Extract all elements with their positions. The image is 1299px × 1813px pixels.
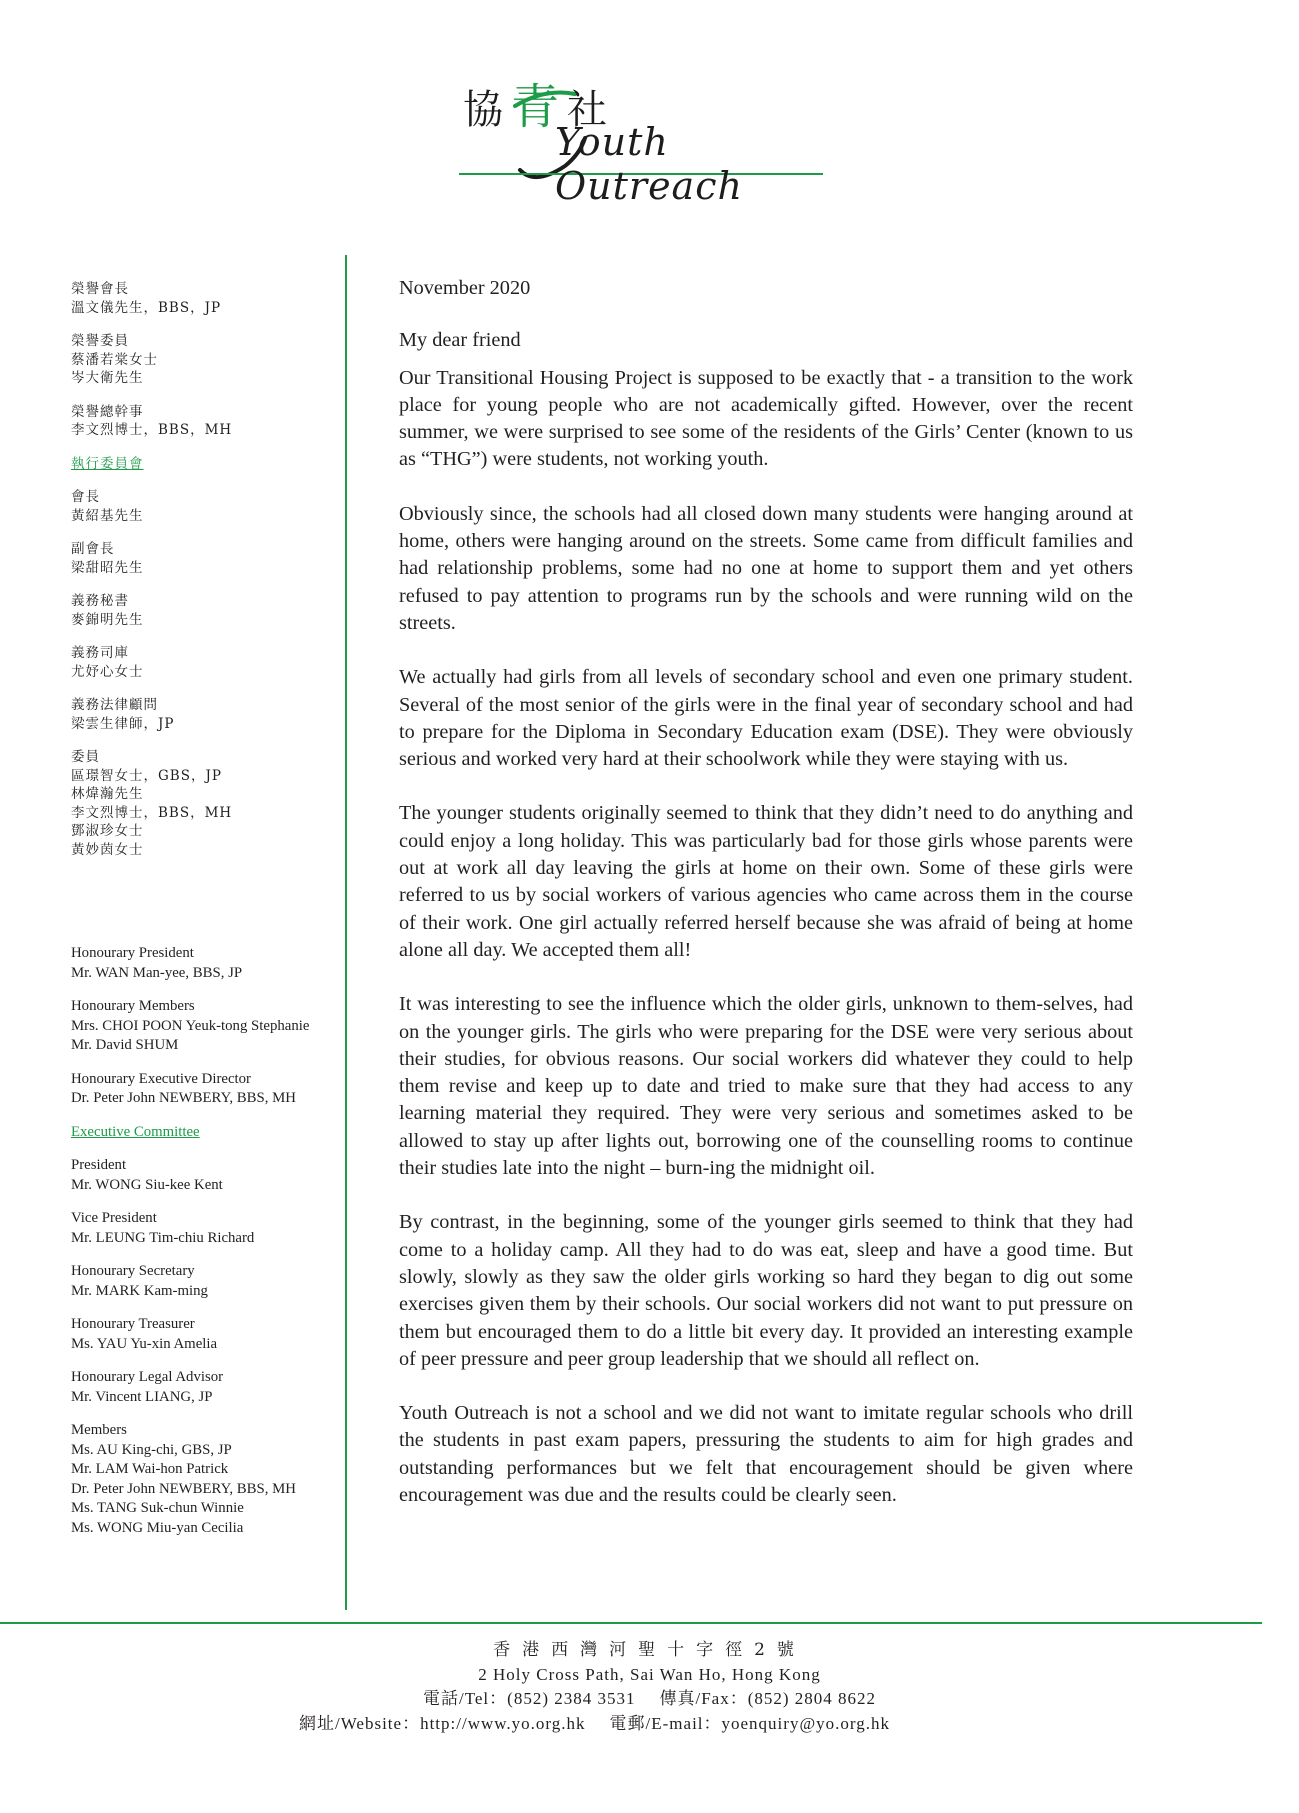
footer-email[interactable]: 電郵/E-mail：yoenquiry@yo.org.hk [609, 1713, 890, 1733]
en-group [71, 1156, 351, 1195]
cn-group [71, 696, 341, 733]
cn-role-title: 榮譽總幹事 [71, 403, 144, 420]
en-member-name: Mr. David SHUM [71, 1037, 179, 1053]
cn-member-name: 尤妤心女士 [71, 663, 144, 680]
en-member-name: Mr. WONG Siu-kee Kent [71, 1176, 223, 1193]
cn-member-name: 黃紹基先生 [71, 507, 144, 524]
cn-member-name: 李文烈博士，BBS，MH [71, 422, 233, 438]
en-role-title: Honourary Treasurer [71, 1316, 195, 1332]
cn-role-title: 榮譽會長 [71, 281, 129, 297]
footer-web-line [0, 1712, 1299, 1737]
en-section-heading: Executive Committee [71, 1123, 200, 1140]
en-member-name: Mr. LEUNG Tim-chiu Richard [71, 1229, 255, 1246]
en-role-title: Honourary Members [71, 998, 195, 1014]
cn-role-title: 會長 [71, 489, 100, 505]
cn-group [71, 540, 341, 577]
cn-member-name: 區璟智女士，GBS，JP [71, 767, 222, 784]
organization-logo [455, 58, 855, 208]
cn-member-name: 林煒瀚先生 [71, 786, 144, 802]
logo-char-1: 協 [463, 87, 511, 133]
en-group [71, 1262, 351, 1301]
en-group [71, 1070, 351, 1109]
en-role-title: Honourary Secretary [71, 1263, 195, 1279]
en-role-title: Members [71, 1422, 127, 1438]
letter-paragraph: We actually had girls from all levels of secondary school and even one primary student. Several of the most senior of the girls were in the final year of secondary school and had to prepare for the Diploma in Secondary Education exam (DSE). They were obviously serious and worked very hard at their schoolwork while they were staying with us. [399, 666, 1133, 771]
en-member-name: Mr. LAM Wai-hon Patrick [71, 1461, 229, 1477]
en-member-name: Dr. Peter John NEWBERY, BBS, MH [71, 1480, 296, 1497]
cn-member-name: 麥錦明先生 [71, 611, 144, 628]
footer-phone-line [0, 1687, 1299, 1712]
letter-body [399, 275, 1133, 1536]
cn-member-name: 李文烈博士，BBS，MH [71, 804, 233, 821]
footer-divider [0, 1622, 1262, 1624]
cn-group [71, 280, 341, 317]
cn-member-name: 溫文儀先生，BBS，JP [71, 299, 222, 316]
en-role-title: Vice President [71, 1210, 157, 1226]
letter-salutation: My dear friend [399, 329, 521, 352]
en-group [71, 1209, 351, 1248]
en-member-name: Ms. AU King-chi, GBS, JP [71, 1441, 232, 1458]
en-member-name: Mrs. CHOI POON Yeuk-tong Stephanie [71, 1017, 310, 1034]
en-group [71, 944, 351, 983]
cn-member-name: 岑大衛先生 [71, 370, 144, 386]
en-role-title: Honourary President [71, 945, 194, 961]
en-member-name: Ms. WONG Miu-yan Cecilia [71, 1519, 244, 1536]
vertical-divider [345, 255, 347, 1610]
en-role-title: Honourary Executive Director [71, 1070, 251, 1087]
cn-role-title: 副會長 [71, 541, 115, 557]
footer-fax: 傳真/Fax：(852) 2804 8622 [659, 1689, 877, 1708]
en-group [71, 1123, 351, 1143]
cn-role-title: 義務法律顧問 [71, 697, 158, 713]
sidebar-english-committee [71, 944, 351, 1552]
logo-char-3: 社 [567, 87, 616, 133]
cn-role-title: 委員 [71, 749, 100, 765]
cn-group [71, 455, 341, 474]
cn-group [71, 403, 341, 440]
cn-group [71, 488, 341, 525]
footer [0, 1638, 1299, 1736]
en-group [71, 997, 351, 1056]
footer-tel: 電話/Tel：(852) 2384 3531 [422, 1689, 636, 1708]
logo-english-name: Youth Outreach [555, 120, 743, 208]
cn-member-name: 鄧淑珍女士 [71, 823, 144, 839]
en-member-name: Ms. TANG Suk-chun Winnie [71, 1500, 244, 1516]
en-member-name: Mr. WAN Man-yee, BBS, JP [71, 964, 243, 981]
en-member-name: Mr. MARK Kam-ming [71, 1282, 208, 1299]
en-role-title: Honourary Legal Advisor [71, 1369, 224, 1385]
en-group [71, 1368, 351, 1407]
letter-paragraph: Obviously since, the schools had all closed down many students were hanging around at home, others were hanging around on the streets. Some came from difficult families and had relationship problems, some had no one at home to support them and yet others refused to pay attention to programs run by the schools and were running wild on the streets. [399, 502, 1133, 634]
sidebar-chinese-committee [71, 280, 341, 874]
cn-member-name: 梁雲生律師，JP [71, 715, 175, 732]
cn-role-title: 義務司庫 [71, 645, 129, 661]
footer-address-english: 2 Holy Cross Path, Sai Wan Ho, Hong Kong [478, 1664, 821, 1684]
letter-paragraph: The younger students originally seemed to think that they didn’t need to do anything and could enjoy a long holiday. This was particularly bad for those girls whose parents were out at work all day leaving the girls at home on their own. Some of these girls were referred to us by social workers of various agencies who came across them in the course of their work. One girl actually referred herself because she was afraid of being at home alone all day. We accepted them all! [399, 802, 1133, 961]
cn-group [71, 332, 341, 388]
cn-role-title: 義務秘書 [71, 593, 129, 609]
cn-group [71, 592, 341, 629]
cn-role-title: 榮譽委員 [71, 333, 129, 349]
cn-member-name: 蔡潘若棠女士 [71, 351, 158, 368]
en-role-title: President [71, 1157, 127, 1173]
letter-paragraph: By contrast, in the beginning, some of the younger girls seemed to think that they had come to a holiday camp. All they had to do was eat, sleep and have a good time. But slowly, slowly as they saw the older girls working so hard they began to dig out some exercises given them by their schools. Our social workers did not want to put pressure on them but encouraged them to do a little bit every day. It provided an interesting example of peer pressure and peer group leadership that we should all reflect on. [399, 1211, 1133, 1370]
en-member-name: Mr. Vincent LIANG, JP [71, 1388, 213, 1405]
letter-paragraph: It was interesting to see the influence which the older girls, unknown to them-selves, had on the younger girls. The girls who were preparing for the DSE were very serious about their studies, for obvious reasons. Our social workers did whatever they could to help them revise and keep up to date and tried to make sure that they had access to any learning material they required. They were very serious and sometimes asked to be allowed to stay up after lights out, borrowing one of the counselling rooms to continue their studies late into the night – burn-ing the midnight oil. [399, 993, 1133, 1180]
cn-group [71, 748, 341, 859]
logo-char-2: 青 [511, 79, 568, 135]
en-group [71, 1315, 351, 1354]
cn-member-name: 黃妙茵女士 [71, 841, 144, 858]
en-member-name: Dr. Peter John NEWBERY, BBS, MH [71, 1090, 296, 1106]
en-member-name: Ms. YAU Yu-xin Amelia [71, 1335, 218, 1352]
footer-website[interactable]: 網址/Website：http://www.yo.org.hk [299, 1713, 586, 1733]
en-group [71, 1421, 351, 1538]
letter-paragraph: Our Transitional Housing Project is supposed to be exactly that - a transition to the work place for young people who are not academically gifted. However, over the recent summer, we were surprised to see some of the residents of the Girls’ Center (known to us as “THG”) were students, not working youth. [399, 366, 1133, 471]
cn-member-name: 梁甜昭先生 [71, 559, 144, 576]
footer-address-chinese: 香港西灣河聖十字徑2號 [493, 1640, 806, 1660]
letter-paragraph: Youth Outreach is not a school and we did not want to imitate regular schools who drill the students in past exam papers, pressuring the students to aim for high grades and outstanding performances but we felt that encouragement should be given where encouragement was due and the results could be clearly seen. [399, 1402, 1133, 1506]
cn-section-heading: 執行委員會 [71, 455, 144, 472]
letter-date: November 2020 [399, 277, 531, 299]
cn-group [71, 644, 341, 681]
